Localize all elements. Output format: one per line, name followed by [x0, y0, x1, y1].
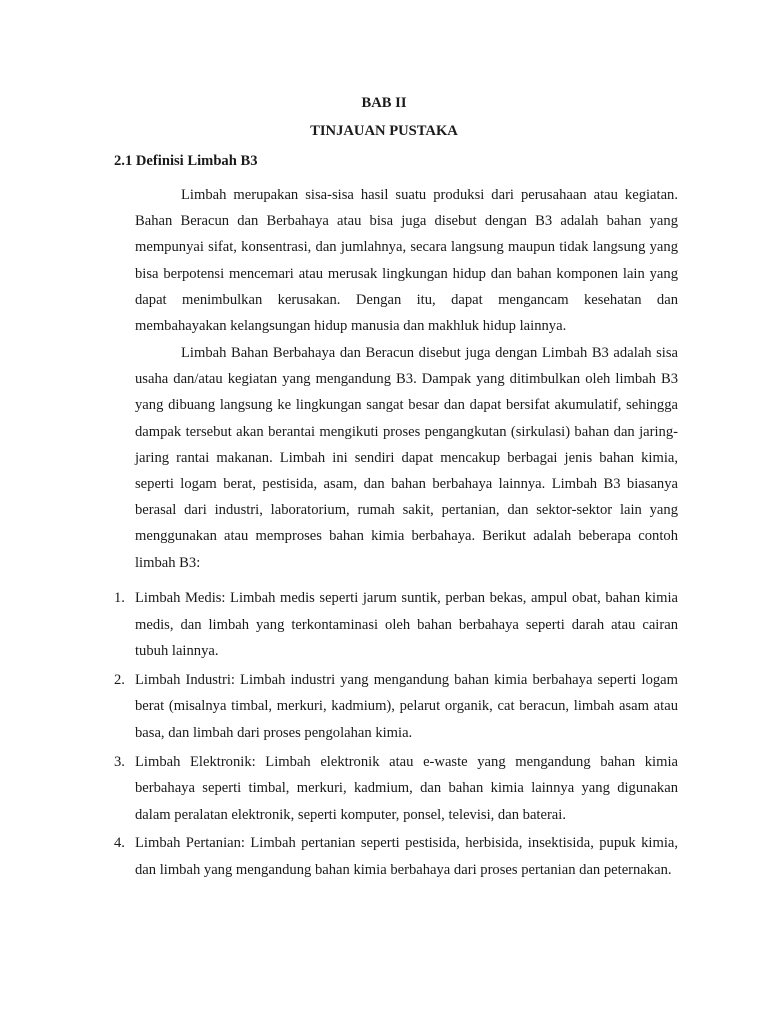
list-item-number: 2.	[114, 671, 125, 688]
list-item-text: Limbah Medis: Limbah medis seperti jarum suntik, perban bekas, ampul obat, bahan kimia medis, dan limbah yang terkontaminasi oleh bahan berbahaya seperti darah atau cairan tubuh lainnya.	[135, 590, 678, 660]
section-title: 2.1 Definisi Limbah B3	[114, 153, 258, 169]
list-item	[114, 749, 678, 829]
list-item-text: Limbah Elektronik: Limbah elektronik atau e-waste yang mengandung bahan kimia berbahaya seperti timbal, merkuri, kadmium, dan bahan kimia lainnya yang digunakan dalam peralatan elektronik, seperti komputer, ponsel, televisi, dan baterai.	[135, 753, 678, 823]
list-item-number: 3.	[114, 753, 125, 770]
list-item-text: Limbah Industri: Limbah industri yang mengandung bahan kimia berbahaya seperti logam berat (misalnya timbal, merkuri, kadmium), pelarut organik, cat beracun, limbah asam atau basa, dan limbah dari proses pengolahan kimia.	[135, 671, 678, 741]
list-item	[114, 830, 678, 883]
paragraph-2	[135, 340, 678, 576]
list-item	[114, 667, 678, 747]
b3-waste-list	[114, 585, 678, 886]
list-item-text: Limbah Pertanian: Limbah pertanian seperti pestisida, herbisida, insektisida, pupuk kimia, dan limbah yang mengandung bahan kimia berbahaya dari proses pertanian dan peternakan.	[135, 835, 678, 878]
paragraph-2-text: Limbah Bahan Berbahaya dan Beracun disebut juga dengan Limbah B3 adalah sisa usaha dan/atau kegiatan yang mengandung B3. Dampak yang ditimbulkan oleh limbah B3 yang dibuang langsung ke lingkungan sangat besar dan dapat bersifat akumulatif, sehingga dampak tersebut akan berantai mengikuti proses pengangkutan (sirkulasi) bahan dan jaring-jaring rantai makanan. Limbah ini sendiri dapat mencakup berbagai jenis bahan kimia, seperti logam berat, pestisida, asam, dan bahan berbahaya lainnya. Limbah B3 biasanya berasal dari industri, laboratorium, rumah sakit, pertanian, dan sektor-sektor lain yang menggunakan atau memproses bahan kimia berbahaya. Berikut adalah beberapa contoh limbah B3:	[135, 345, 678, 571]
paragraph-1	[135, 182, 678, 339]
chapter-title: TINJAUAN PUSTAKA	[310, 123, 458, 139]
list-item-number: 1.	[114, 590, 125, 606]
chapter-heading: BAB II	[361, 95, 407, 111]
list-item-number: 4.	[114, 835, 125, 852]
list-item	[114, 585, 678, 665]
paragraph-1-text: Limbah merupakan sisa-sisa hasil suatu produksi dari perusahaan atau kegiatan. Bahan Beracun dan Berbahaya atau bisa juga disebut dengan B3 adalah bahan yang mempunyai sifat, konsentrasi, dan jumlahnya, secara langsung maupun tidak langsung yang bisa berpotensi mencemari atau merusak lingkungan hidup dan bahan komponen lain yang dapat menimbulkan kerusakan. Dengan itu, dapat mengancam kesehatan dan membahayakan kelangsungan hidup manusia dan makhluk hidup lainnya.	[135, 187, 678, 335]
